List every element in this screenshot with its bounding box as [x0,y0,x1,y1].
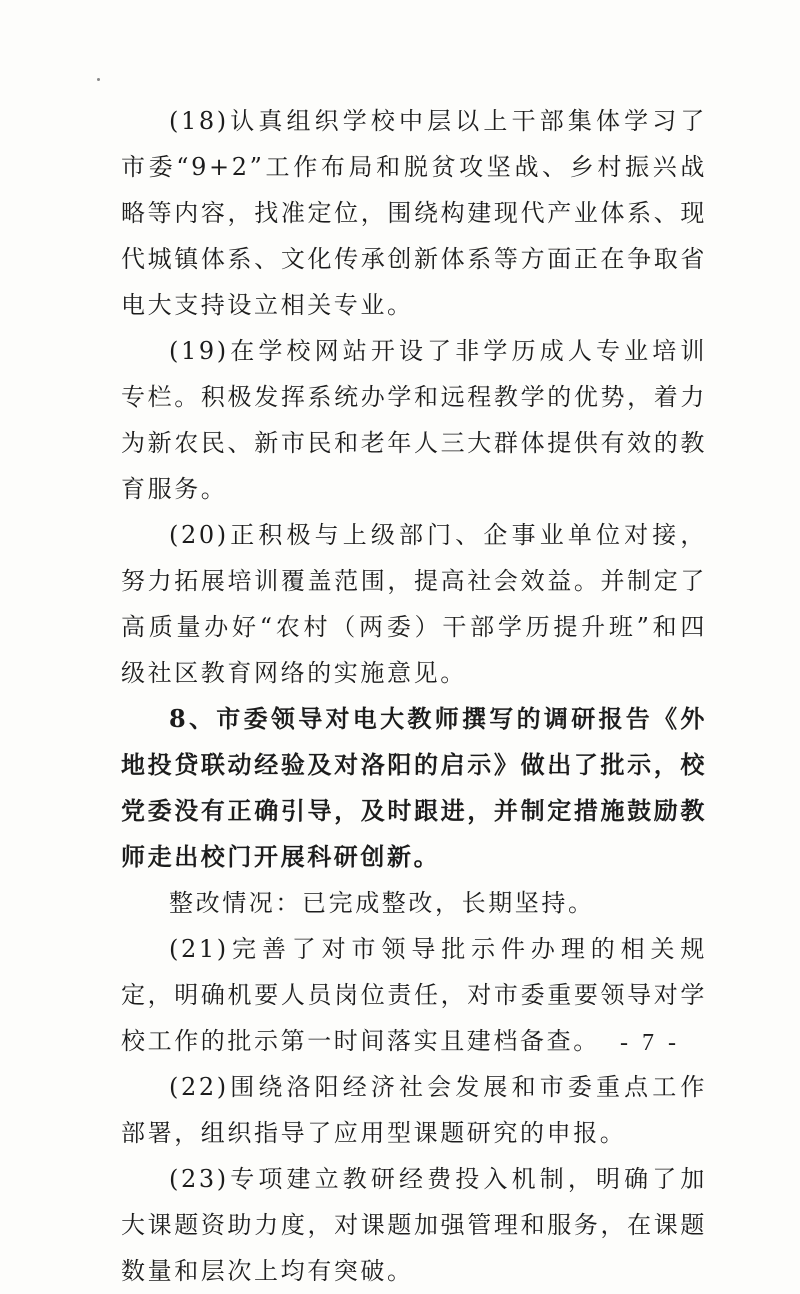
paragraph-21: (21)完善了对市领导批示件办理的相关规定，明确机要人员岗位责任，对市委重要领导对学校工作的批示第一时间落实且建档备查。 [121,935,707,1055]
scan-speck [97,78,100,81]
paragraph-20: (20)正积极与上级部门、企事业单位对接，努力拓展培训覆盖范围，提高社会效益。并制定了高质量办好“农村（两委）干部学历提升班”和四级社区教育网络的实施意见。 [121,521,707,687]
rectification-status: 整改情况：已完成整改，长期坚持。 [169,889,595,917]
paragraph-19: (19)在学校网站开设了非学历成人专业培训专栏。积极发挥系统办学和远程教学的优势，着力为新农民、新市民和老年人三大群体提供有效的教育服务。 [121,337,707,503]
document-body [121,98,707,1294]
issue-heading-8: 8、市委领导对电大教师撰写的调研报告《外地投贷联动经验及对洛阳的启示》做出了批示，校党委没有正确引导，及时跟进，并制定措施鼓励教师走出校门开展科研创新。 [121,704,707,871]
paragraph-18: (18)认真组织学校中层以上干部集体学习了市委“9+2”工作布局和脱贫攻坚战、乡村振兴战略等内容，找准定位，围绕构建现代产业体系、现代城镇体系、文化传承创新体系等方面正在争取省电大支持设立相关专业。 [121,107,707,319]
paragraph-23: (23)专项建立教研经费投入机制，明确了加大课题资助力度，对课题加强管理和服务，在课题数量和层次上均有突破。 [121,1165,707,1285]
page-number: - 7 - [620,1030,680,1056]
paragraph-22: (22)围绕洛阳经济社会发展和市委重点工作部署，组织指导了应用型课题研究的申报。 [121,1073,707,1147]
